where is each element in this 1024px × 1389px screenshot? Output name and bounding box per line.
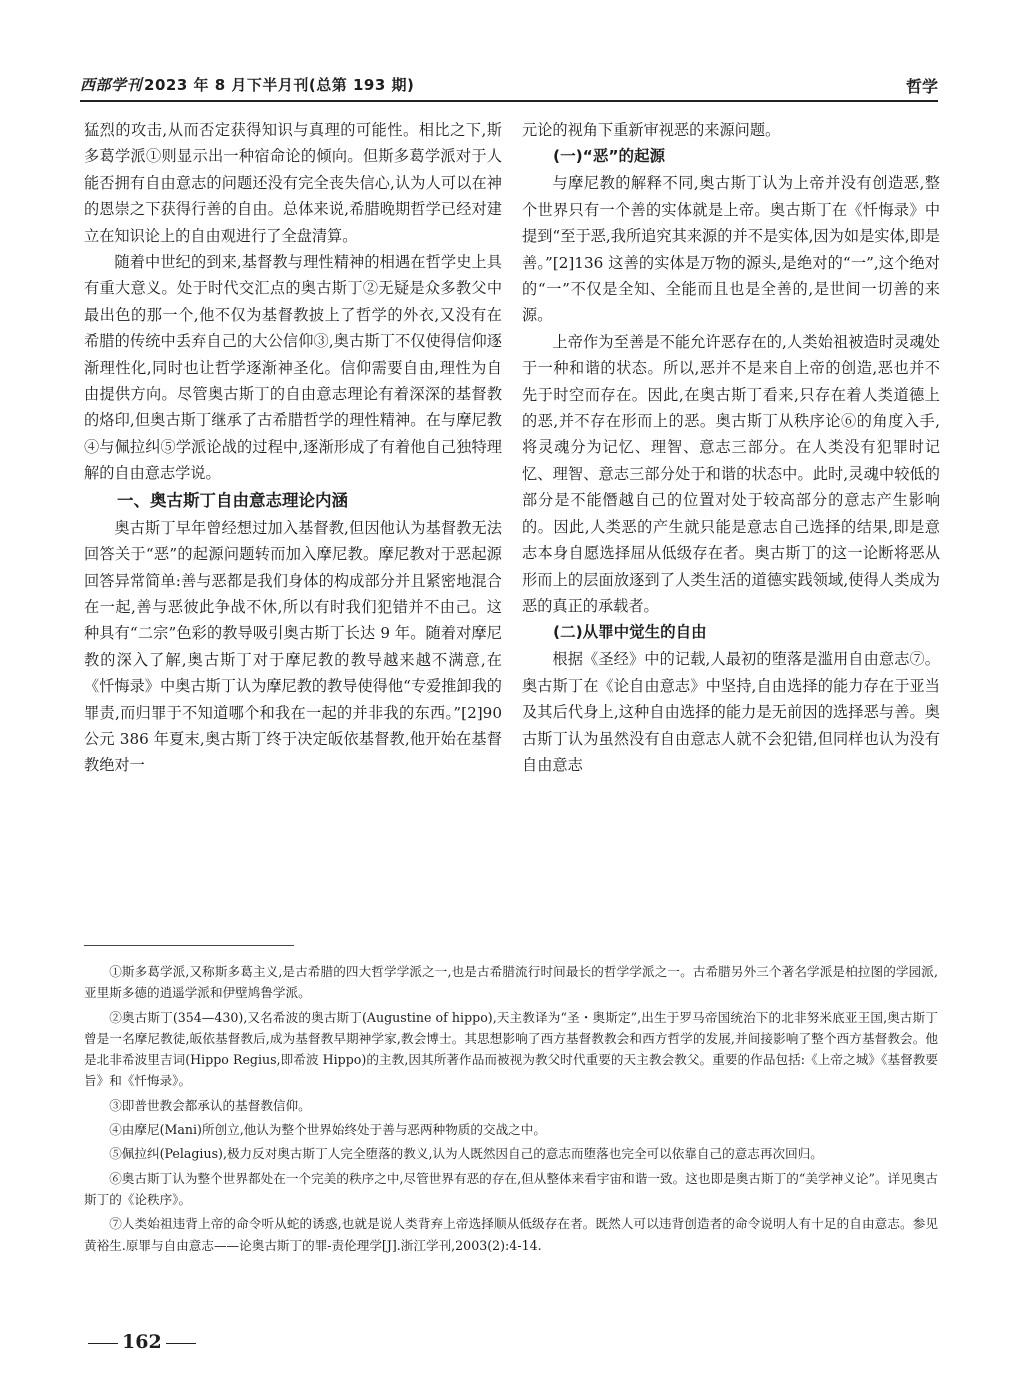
paragraph: 随着中世纪的到来,基督教与理性精神的相遇在哲学史上具有重大意义。处于时代交汇点的奥古斯丁②无疑是众多教父中最出色的那一个,他不仅为基督教披上了哲学的外衣,又没有在希腊的传统中丢弃自己的大公信仰③,奥古斯丁不仅使得信仰逐渐理性化,同时也让哲学逐渐神圣化。信仰需要自由,理性为自由提供方向。尽管奥古斯丁的自由意志理论有着深深的基督教的烙印,但奥古斯丁继承了古希腊哲学的理性精神。在与摩尼教④与佩拉纠⑤学派论战的过程中,逐渐形成了有着他自己独特理解的自由意志学说。 [84,253,502,483]
journal-logo: 西部学刊 [80,76,143,94]
paragraph: 根据《圣经》中的记载,人最初的堕落是滥用自由意志⑦。奥古斯丁在《论自由意志》中坚持,自由选择的能力存在于亚当及其后代身上,这种自由选择的能力是无前因的选择恶与善。奥古斯丁认为虽然没有自由意志人就不会犯错,但同样也认为没有自由意志 [522,650,940,774]
right-column [522,117,940,778]
paragraph: 与摩尼教的解释不同,奥古斯丁认为上帝并没有创造恶,整个世界只有一个善的实体就是上帝。奥古斯丁在《忏悔录》中提到“至于恶,我所追究其来源的并不是实体,因为如是实体,即是善。”[2]136 这善的实体是万物的源头,是绝对的“一”,这个绝对的“一”不仅是全知、全能而且也是全善的,是世间一切善的来源。 [522,174,940,325]
issue-info: 2023 年 8 月下半月刊(总第 193 期) [144,76,415,94]
footnote: ②奥古斯丁(354—430),又名希波的奥古斯丁(Augustine of hippo),天主教译为“圣・奥斯定”,出生于罗马帝国统治下的北非努米底亚王国,奥古斯丁曾是一名摩尼教徒,皈依基督教后,成为基督教早期神学家,教会博士。其思想影响了西方基督教教会和西方哲学的发展,并间接影响了整个西方基督教会。他是北非希波里吉词(Hippo Regius,即希波 Hippo)的主教,因其所著作品而被视为教父时代重要的天主教会教父。重要的作品包括:《上帝之城》《基督教要旨》和《忏悔录》。 [84,1009,938,1089]
page-dash-right [166,1343,196,1344]
running-header [80,72,938,98]
subsection-heading: (一)“恶”的起源 [553,147,666,166]
footnotes [84,961,938,1259]
paragraph: 猛烈的攻击,从而否定获得知识与真理的可能性。相比之下,斯多葛学派①则显示出一种宿命论的倾向。但斯多葛学派对于人能否拥有自由意志的问题还没有完全丧失信心,认为人可以在神的恩崇之下获得行善的自由。总体来说,希腊晚期哲学已经对建立在知识论上的自由观进行了全盘清算。 [84,121,502,245]
footnote: ①斯多葛学派,又称斯多葛主义,是古希腊的四大哲学学派之一,也是古希腊流行时间最长的哲学学派之一。古希腊另外三个著名学派是柏拉图的学园派,亚里斯多德的逍遥学派和伊壁鸠鲁学派。 [84,964,938,1001]
header-rule [80,100,938,102]
footnote: ⑥奥古斯丁认为整个世界都处在一个完美的秩序之中,尽管世界有恶的存在,但从整体来看宇宙和谐一致。这也即是奥古斯丁的“美学神义论”。详见奥古斯丁的《论秩序》。 [84,1170,938,1207]
footnote: ⑤佩拉纠(Pelagius),极力反对奥古斯丁人完全堕落的教义,认为人既然因自己的意志而堕落也完全可以依靠自己的意志再次回归。 [109,1146,823,1162]
paragraph: 奥古斯丁早年曾经想过加入基督教,但因他认为基督教无法回答关于“恶”的起源问题转而加入摩尼教。摩尼教对于恶起源回答异常简单:善与恶都是我们身体的构成部分并且紧密地混合在一起,善与恶彼此争战不休,所以有时我们犯错并不由己。这种具有“二宗”色彩的教导吸引奥古斯丁长达 9 年。随着对摩尼教的深入了解,奥古斯丁对于摩尼教的教导越来越不满意,在《忏悔录》中奥古斯丁认为摩尼教的教导使得他“专爱推卸我的罪责,而归罪于不知道哪个和我在一起的并非我的东西。”[2]90 公元 386 年夏末,奥古斯丁终于决定皈依基督教,他开始在基督教绝对一 [84,518,502,775]
left-column [84,117,502,779]
footnote: ⑦人类始祖违背上帝的命令听从蛇的诱惑,也就是说人类背弃上帝选择顺从低级存在者。既然人可以违背创造者的命令说明人有十足的自由意志。参见黄裕生.原罪与自由意志——论奥古斯丁的罪-责伦理学[J].浙江学刊,2003(2):4-14. [84,1216,938,1253]
journal-title [80,74,414,95]
section-heading: 一、奥古斯丁自由意志理论内涵 [117,490,348,510]
page-number-text: 162 [122,1331,162,1353]
subsection-heading: (二)从罪中觉生的自由 [553,623,707,642]
section-label: 哲学 [905,77,938,96]
page-number [84,1331,200,1353]
footnote: ④由摩尼(Mani)所创立,他认为整个世界始终处于善与恶两种物质的交战之中。 [109,1122,546,1138]
footnote: ③即普世教会都承认的基督教信仰。 [109,1097,311,1113]
paragraph: 上帝作为至善是不能允许恶存在的,人类始祖被造时灵魂处于一种和谐的状态。所以,恶并不是来自上帝的创造,恶也并不先于时空而存在。因此,在奥古斯丁看来,只存在着人类道德上的恶,并不存在形而上的恶。奥古斯丁从秩序论⑥的角度入手,将灵魂分为记忆、理智、意志三部分。在人类没有犯罪时记忆、理智、意志三部分处于和谐的状态中。此时,灵魂中较低的部分是不能僭越自己的位置对处于较高部分的意志产生影响的。因此,人类恶的产生就只能是意志自己选择的结果,即是意志本身自愿选择屈从低级存在者。奥古斯丁的这一论断将恶从形而上的层面放逐到了人类生活的道德实践领域,使得人类成为恶的真正的承载者。 [522,332,940,615]
page-dash-left [88,1343,118,1344]
paragraph: 元论的视角下重新审视恶的来源问题。 [522,121,781,139]
footnote-rule [84,945,294,946]
